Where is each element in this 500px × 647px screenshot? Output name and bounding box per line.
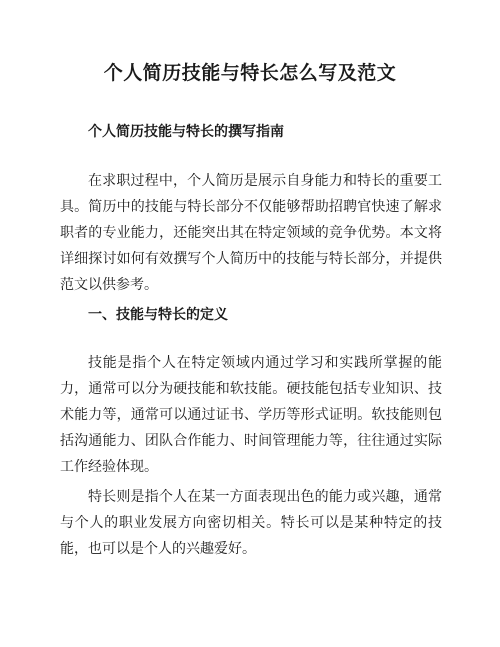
intro-paragraph: 在求职过程中，个人简历是展示自身能力和特长的重要工具。简历中的技能与特长部分不仅能够帮助招聘官快速了解求职者的专业能力，还能突出其在特定领域的竞争优势。本文将详细探讨如何有效撰写个人简历中的技能与特长部分，并提供范文以供参考。 bbox=[60, 173, 442, 293]
section-one-paragraph-1: 技能是指个人在特定领域内通过学习和实践所掌握的能力，通常可以分为硬技能和软技能。硬技能包括专业知识、技术能力等，通常可以通过证书、学历等形式证明。软技能则包括沟通能力、团队合作能力、时间管理能力等，往往通过实际工作经验体现。 bbox=[60, 355, 442, 475]
document-subtitle: 个人简历技能与特长的撰写指南 bbox=[88, 124, 284, 140]
section-one-heading: 一、技能与特长的定义 bbox=[88, 307, 228, 323]
section-one-paragraph-2: 特长则是指个人在某一方面表现出色的能力或兴趣，通常与个人的职业发展方向密切相关。特长可以是某种特定的技能，也可以是个人的兴趣爱好。 bbox=[60, 489, 442, 557]
document-title: 个人简历技能与特长怎么写及范文 bbox=[103, 62, 397, 84]
